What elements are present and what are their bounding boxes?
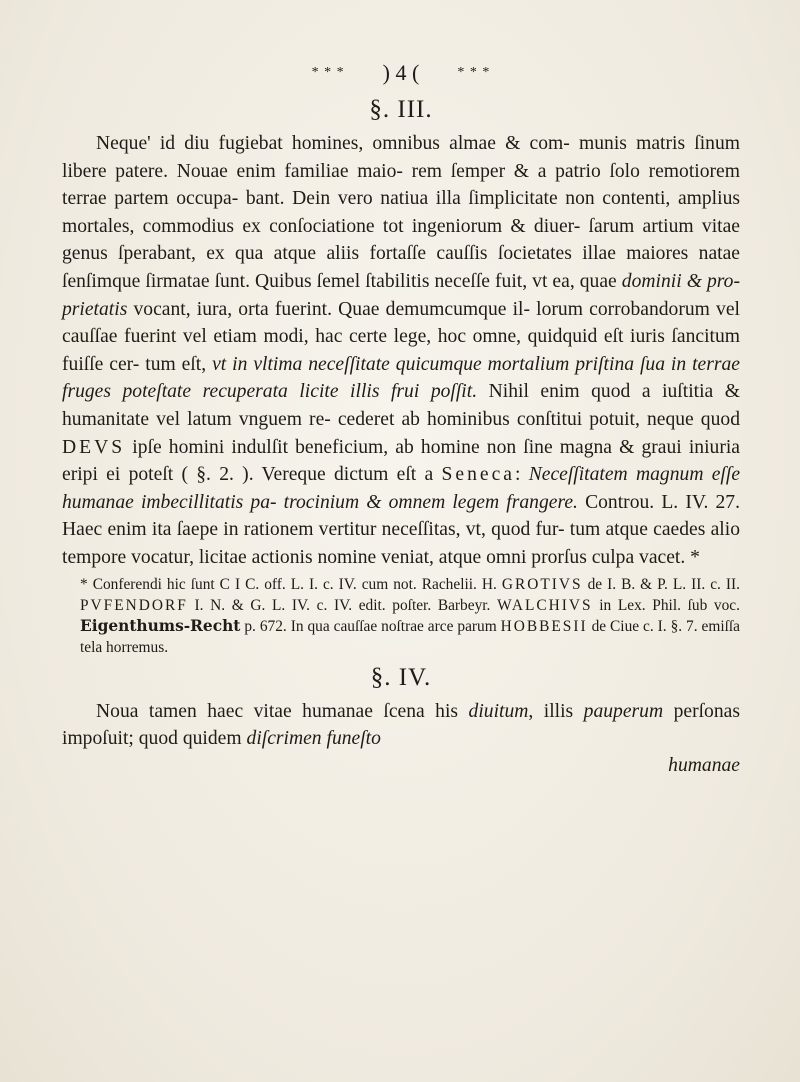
- section-3-text-3: Nihil enim quod a iuſtitia & humanitate vel latum vnguem re- cederet ab hominibus conſtitui potuit, neque quod: [62, 381, 740, 430]
- footnote-text-2: de I. B. & P. L. II. c. II.: [582, 575, 740, 593]
- section-3-paragraph: [62, 130, 740, 572]
- catchword: humanae: [668, 754, 740, 776]
- section-3-italic-1: dominii & pro- prietatis: [62, 270, 740, 320]
- section-4-text-2: , illis: [528, 700, 584, 722]
- section-4-text-3: perſonas impoſuit; quod quidem: [62, 700, 740, 750]
- section-4-italic-2: pauperum: [583, 700, 664, 722]
- page-number: ) 4 (: [382, 60, 420, 85]
- section-3-text-4: ipſe homini indulſit beneficium, ab homine non ſine magna & graui iniuria eripi ei poteſt ( §. 2. ). Vereque dictum eſt a: [62, 436, 740, 486]
- footnote-text-1: * Conferendi hic ſunt C I C. off. L. I. c. IV. cum not. Rachelii. H.: [80, 575, 502, 593]
- footnote-text-4: in Lex. Phil. ſub voc.: [592, 596, 740, 614]
- pufendorf-name: PVFENDORF: [80, 596, 188, 614]
- right-asterism-ornament: * * *: [457, 65, 491, 80]
- section-3-text-1: Neque' id diu fugiebat homines, omnibus almae & com- munis matris ſinum libere patere. Nouae enim familiae maio- rem ſemper & a patrio ſolo remotiorem terrae partem occupa- bant. Dein vero natiua illa ſimplicitate non contenti, amplius mortales, commodius ex conſociatione tot ingeniorum & diuer- ſarum artium vitae genus ſperabant, ex qua atque aliis fortaſſe cauſſis ſocietates illae maiores natae ſenſimque ſirmatae ſunt. Quibus ſemel ſtabilitis neceſſe fuit, vt ea, quae: [62, 133, 740, 292]
- footnote-text-6: de Ciue c. I. §. 7. emiſſa tela horremus.: [80, 617, 741, 656]
- section-3-italic-2: vt in vltima neceſſitate quicumque mortalium priſtina ſua in terrae fruges poteſtate recuperata licite illis frui poſſit.: [62, 353, 740, 403]
- section-3-italic-3: Neceſſitatem magnum eſſe humanae imbecillitatis pa- trocinium & omnem legem frangere.: [62, 464, 741, 513]
- footnote-text-5: p. 672. In qua cauſſae noſtrae arce parum: [240, 617, 501, 635]
- seneca-name: Seneca: [441, 464, 515, 486]
- section-3-heading: §. III.: [369, 96, 433, 123]
- section-3-text-6: Controu. L. IV. 27. Haec enim ita ſaepe in rationem vertitur neceſſitas, vt, quod fur- tum atque caedes alio tempore vocatur, licitae actionis nomine veniat, atque omni prorſus culpa vacet. *: [62, 491, 741, 568]
- hobbes-name: HOBBESII: [500, 617, 588, 635]
- section-3-text-5: :: [514, 464, 529, 486]
- running-head: [62, 60, 740, 86]
- footnote-text-3: I. N. & G. L. IV. c. IV. edit. poſter. Barbeyr.: [187, 596, 498, 614]
- walchius-name: WALCHIVS: [497, 596, 593, 614]
- section-4-italic-1: diuitum: [468, 700, 529, 722]
- footnote: [62, 574, 740, 658]
- grotius-name: GROTIVS: [501, 575, 583, 593]
- section-3-text-2: vocant, iura, orta fuerint. Quae demumcumque il- lorum corrobandorum vel cauſſae fuerint vel etiam modi, hac certe lege, hoc omne, quidquid eſt iuris ſancitum fuiſſe cer- tum eſt,: [62, 298, 740, 375]
- section-4-text-1: Noua tamen haec vitae humanae ſcena his: [96, 700, 469, 722]
- eigenthum-term: Eigenthums-Recht: [80, 616, 241, 635]
- section-4-italic-3: diſcrimen funeſto: [246, 728, 381, 750]
- deus-word: DEVS: [62, 436, 126, 458]
- left-asterism-ornament: * * *: [311, 65, 345, 80]
- section-4-heading: §. IV.: [370, 663, 432, 691]
- section-4-paragraph: [62, 698, 740, 753]
